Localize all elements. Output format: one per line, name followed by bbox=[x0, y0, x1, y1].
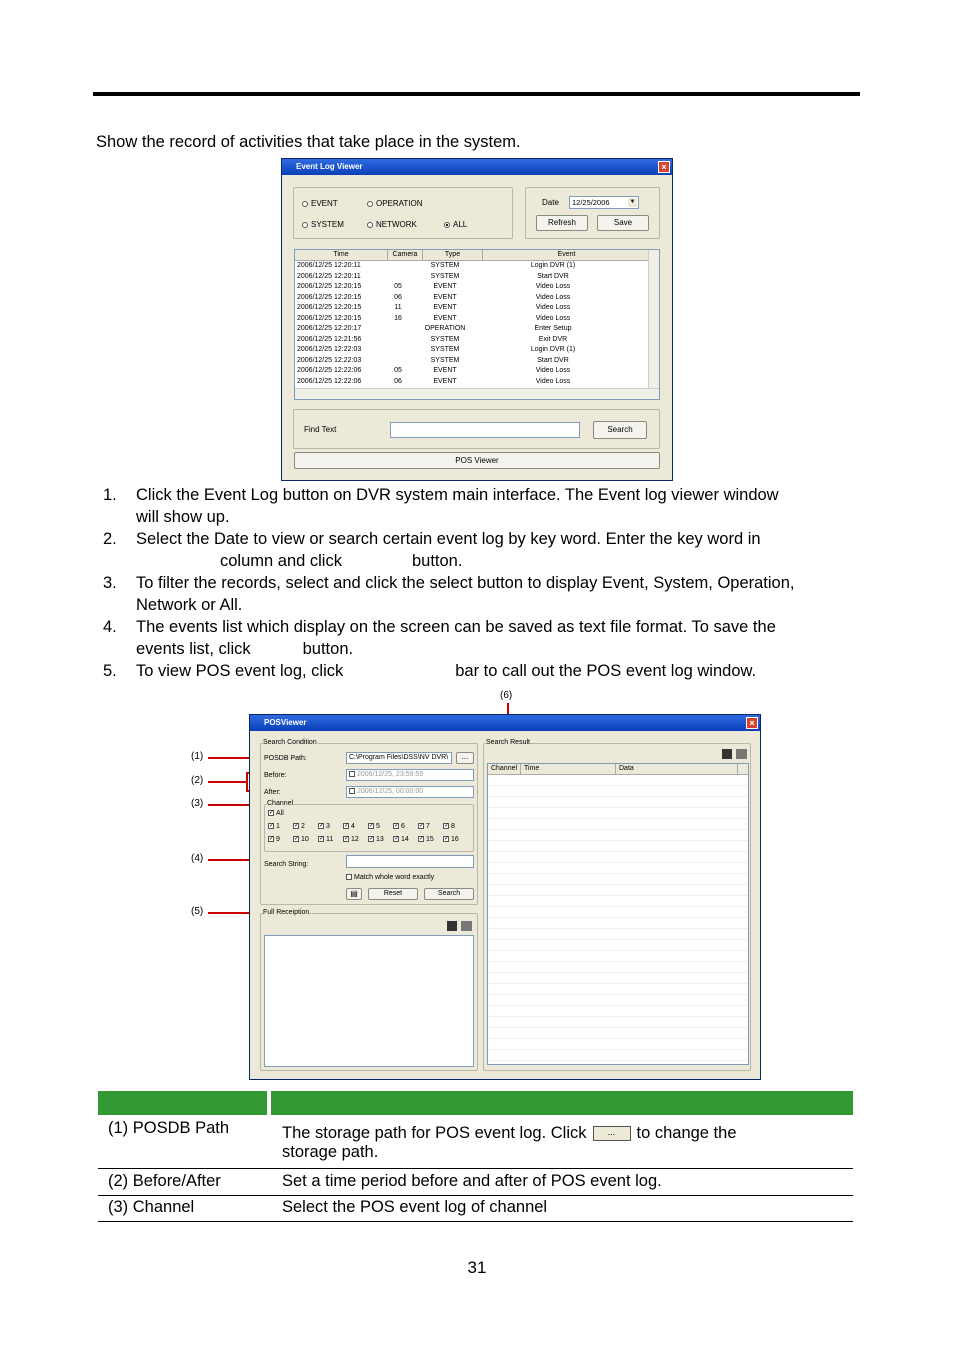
pos-search-button[interactable]: Search bbox=[424, 888, 474, 900]
col-data[interactable]: Data bbox=[616, 764, 738, 774]
table-header bbox=[98, 1091, 853, 1115]
cell-camera: 06 bbox=[394, 377, 402, 385]
channel-checkbox[interactable] bbox=[343, 823, 355, 830]
channel-label: 7 bbox=[426, 823, 430, 830]
cell-time: 2006/12/25 12:20:15 bbox=[297, 283, 362, 290]
step-number: 1. bbox=[103, 486, 117, 504]
printer-icon[interactable] bbox=[461, 921, 472, 931]
step-2 bbox=[100, 529, 870, 572]
cell-type: EVENT bbox=[433, 293, 457, 301]
table-row[interactable] bbox=[295, 303, 659, 314]
checkbox-icon bbox=[346, 874, 352, 880]
date-picker[interactable] bbox=[569, 196, 639, 209]
checkbox-checked-icon: ✓ bbox=[344, 836, 350, 843]
horizontal-scrollbar[interactable] bbox=[295, 388, 659, 399]
search-result-table bbox=[487, 763, 749, 1065]
printer-icon[interactable] bbox=[736, 749, 747, 759]
table-row[interactable] bbox=[295, 377, 659, 388]
radio-icon bbox=[367, 201, 373, 207]
save-button[interactable]: Save bbox=[597, 215, 649, 231]
cell-time: 2006/12/25 12:22:03 bbox=[297, 356, 362, 364]
table-row[interactable] bbox=[295, 366, 659, 377]
search-result-label: Search Result bbox=[486, 739, 530, 746]
event-table bbox=[294, 249, 660, 400]
search-string-input[interactable] bbox=[346, 855, 474, 868]
step-3 bbox=[100, 573, 870, 616]
cell-type: SYSTEM bbox=[430, 272, 460, 280]
cell-event: Video Loss bbox=[535, 367, 571, 374]
step-number: 2. bbox=[103, 530, 117, 548]
step-number: 4. bbox=[103, 618, 117, 636]
close-icon[interactable]: × bbox=[746, 717, 758, 729]
callout-line bbox=[208, 781, 246, 783]
table-row[interactable] bbox=[295, 335, 659, 346]
table-row[interactable] bbox=[295, 261, 659, 272]
step-text: button. bbox=[411, 551, 463, 570]
cell-camera: 16 bbox=[394, 314, 402, 322]
cell-time: 2006/12/25 12:22:06 bbox=[297, 367, 362, 374]
step-text: To filter the records, select and click the select button to display Event, System, Operation, bbox=[136, 574, 795, 592]
channel-checkbox[interactable] bbox=[443, 836, 459, 843]
step-text: will show up. bbox=[136, 507, 230, 526]
match-label: Match whole word exactly bbox=[354, 874, 435, 881]
table-row[interactable] bbox=[295, 324, 659, 335]
cell-camera: 05 bbox=[394, 283, 402, 290]
channel-label: 12 bbox=[351, 836, 359, 843]
table-row bbox=[98, 1196, 853, 1222]
callout-1: (1) bbox=[191, 751, 204, 762]
table-row bbox=[98, 1169, 853, 1196]
result-header bbox=[488, 764, 748, 775]
event-log-titlebar bbox=[282, 159, 672, 175]
checkbox-checked-icon: ✓ bbox=[294, 836, 300, 843]
checkbox-checked-icon: ✓ bbox=[369, 823, 375, 830]
callout-6: (6) bbox=[500, 690, 513, 701]
find-group bbox=[293, 409, 660, 449]
step-1 bbox=[100, 485, 870, 528]
step-number: 3. bbox=[103, 574, 117, 592]
pos-viewer-window bbox=[249, 714, 761, 1080]
channel-label: 6 bbox=[401, 823, 405, 830]
step-text: events list, click bbox=[136, 639, 251, 658]
filter-label: OPERATION bbox=[376, 199, 423, 208]
before-label: Before: bbox=[264, 772, 287, 779]
posdb-label: POSDB Path: bbox=[264, 755, 307, 762]
col-type[interactable]: Type bbox=[423, 250, 483, 260]
close-icon[interactable]: × bbox=[658, 161, 670, 173]
cell-type: SYSTEM bbox=[430, 356, 460, 364]
cell-type: EVENT bbox=[433, 377, 457, 385]
refresh-button[interactable]: Refresh bbox=[536, 215, 588, 231]
channel-label: 11 bbox=[326, 836, 334, 843]
cell-event: Video Loss bbox=[535, 283, 571, 290]
checkbox-checked-icon: ✓ bbox=[269, 810, 275, 817]
checkbox-checked-icon: ✓ bbox=[319, 823, 325, 830]
step-text: To view POS event log, click bbox=[136, 662, 344, 680]
cell-time: 2006/12/25 12:21:56 bbox=[297, 335, 362, 343]
cell-time: 2006/12/25 12:22:06 bbox=[297, 377, 362, 385]
cell-camera: 06 bbox=[394, 293, 402, 301]
cell-event: Login DVR (1) bbox=[530, 262, 576, 269]
table-row[interactable] bbox=[295, 356, 659, 367]
save-icon[interactable] bbox=[722, 749, 732, 759]
filter-system[interactable] bbox=[302, 220, 344, 229]
cell-event: Video Loss bbox=[535, 293, 571, 301]
date-group bbox=[525, 187, 660, 239]
step-text: Click the Event Log button on DVR system main interface. The Event log viewer window bbox=[136, 486, 779, 504]
filter-network[interactable] bbox=[367, 220, 417, 229]
result-grid-lines bbox=[488, 775, 748, 1064]
cell-time: 2006/12/25 12:22:03 bbox=[297, 346, 362, 353]
channel-label: 13 bbox=[376, 836, 384, 843]
search-result-group bbox=[483, 739, 751, 1071]
checkbox-checked-icon: ✓ bbox=[419, 823, 425, 830]
match-whole-word[interactable] bbox=[346, 874, 434, 881]
cell-event: Enter Setup bbox=[534, 325, 572, 332]
channel-checkbox[interactable] bbox=[368, 823, 380, 830]
step-text: Select the Date to view or search certain event log by key word. Enter the key word in bbox=[136, 530, 761, 548]
col-channel[interactable]: Channel bbox=[488, 764, 521, 774]
top-rule bbox=[93, 92, 860, 96]
cell-event: Start DVR bbox=[537, 356, 569, 364]
checkbox-icon[interactable] bbox=[349, 771, 355, 777]
channel-label: 15 bbox=[426, 836, 434, 843]
checkbox-checked-icon: ✓ bbox=[444, 823, 450, 830]
cell-type: EVENT bbox=[433, 314, 457, 322]
callout-line bbox=[246, 772, 248, 792]
channel-checkbox[interactable] bbox=[343, 836, 359, 843]
channel-checkbox[interactable] bbox=[368, 836, 384, 843]
pos-titlebar bbox=[250, 715, 760, 731]
page-number: 31 bbox=[467, 1258, 487, 1277]
search-condition-label: Search Condition bbox=[263, 739, 317, 746]
posdb-value: C:\Program Files\DSS\NV DVR\ bbox=[349, 754, 449, 761]
channel-checkbox[interactable] bbox=[268, 836, 280, 843]
channel-label: 3 bbox=[326, 823, 330, 830]
cell-event: Login DVR (1) bbox=[530, 346, 576, 353]
posdb-path-input[interactable] bbox=[346, 752, 452, 764]
radio-icon bbox=[302, 222, 308, 228]
radio-selected-icon bbox=[444, 222, 450, 228]
channel-checkbox[interactable] bbox=[268, 823, 280, 830]
col-camera[interactable]: Camera bbox=[388, 250, 423, 260]
table-row bbox=[98, 1117, 853, 1169]
checkbox-checked-icon: ✓ bbox=[319, 836, 325, 843]
cell-type: SYSTEM bbox=[430, 335, 460, 343]
checkbox-checked-icon: ✓ bbox=[269, 836, 275, 843]
filter-label: EVENT bbox=[311, 199, 338, 208]
before-value: 2006/12/25, 23:59:59 bbox=[357, 771, 424, 778]
channel-checkbox[interactable] bbox=[443, 823, 455, 830]
checkbox-checked-icon: ✓ bbox=[294, 823, 300, 830]
channel-checkbox[interactable] bbox=[418, 823, 430, 830]
channel-checkbox[interactable] bbox=[318, 836, 333, 843]
step-5 bbox=[100, 661, 870, 683]
filter-event[interactable] bbox=[302, 199, 338, 208]
date-label: Date bbox=[542, 198, 559, 207]
save-icon[interactable] bbox=[447, 921, 457, 931]
find-text-label: Find Text bbox=[304, 425, 337, 434]
param-name: (2) Before/After bbox=[108, 1172, 221, 1190]
col-event[interactable]: Event bbox=[483, 250, 651, 260]
all-label: All bbox=[276, 810, 284, 817]
cell-event: Video Loss bbox=[535, 304, 571, 311]
channel-checkbox[interactable] bbox=[293, 836, 309, 843]
cell-event: Start DVR bbox=[537, 272, 569, 280]
channel-label: 8 bbox=[451, 823, 455, 830]
filter-all[interactable] bbox=[444, 220, 467, 229]
channel-label: 10 bbox=[301, 836, 309, 843]
channel-label: 5 bbox=[376, 823, 380, 830]
channel-label: 4 bbox=[351, 823, 355, 830]
checkbox-checked-icon: ✓ bbox=[394, 836, 400, 843]
table-row[interactable] bbox=[295, 293, 659, 304]
channel-group bbox=[264, 800, 474, 852]
cell-type: EVENT bbox=[433, 367, 457, 374]
cell-camera: 05 bbox=[394, 367, 402, 374]
checkbox-icon[interactable] bbox=[349, 788, 355, 794]
filter-label: NETWORK bbox=[376, 220, 417, 229]
event-table-header bbox=[295, 250, 659, 261]
callout-3: (3) bbox=[191, 798, 204, 809]
full-reception-text[interactable] bbox=[264, 935, 474, 1067]
channel-checkbox[interactable] bbox=[393, 823, 405, 830]
param-name: (3) Channel bbox=[108, 1198, 195, 1216]
cell-event: Video Loss bbox=[535, 377, 571, 385]
cell-time: 2006/12/25 12:20:15 bbox=[297, 304, 362, 311]
step-4 bbox=[100, 617, 870, 660]
channel-all[interactable] bbox=[268, 810, 284, 817]
step-text: button. bbox=[302, 639, 354, 658]
cell-type: EVENT bbox=[433, 283, 457, 290]
cell-type: SYSTEM bbox=[430, 262, 460, 269]
table-row[interactable] bbox=[295, 345, 659, 356]
channel-label: 14 bbox=[401, 836, 409, 843]
checkbox-checked-icon: ✓ bbox=[444, 836, 450, 843]
channel-label: Channel bbox=[267, 800, 294, 807]
vertical-scrollbar[interactable] bbox=[648, 250, 659, 389]
browse-button-icon: ... bbox=[593, 1126, 631, 1141]
table-row[interactable] bbox=[295, 282, 659, 293]
filter-operation[interactable] bbox=[367, 199, 423, 208]
step-number: 5. bbox=[103, 662, 117, 680]
full-reception-label: Full Receiption bbox=[263, 909, 310, 916]
cell-type: SYSTEM bbox=[430, 346, 460, 353]
find-text-input[interactable] bbox=[390, 422, 580, 438]
channel-checkbox[interactable] bbox=[418, 836, 434, 843]
callout-2: (2) bbox=[191, 775, 204, 786]
cell-time: 2006/12/25 12:20:15 bbox=[297, 293, 362, 301]
checkbox-checked-icon: ✓ bbox=[419, 836, 425, 843]
checkbox-checked-icon: ✓ bbox=[344, 823, 350, 830]
browse-button[interactable]: ... bbox=[456, 752, 474, 764]
desc-text: The storage path for POS event log. Click bbox=[282, 1124, 587, 1142]
event-log-window bbox=[281, 158, 673, 481]
date-value: 12/25/2006 bbox=[572, 198, 610, 207]
chevron-down-icon[interactable]: ▼ bbox=[629, 199, 636, 205]
cell-time: 2006/12/25 12:20:11 bbox=[297, 262, 361, 269]
cell-type: EVENT bbox=[433, 304, 457, 311]
channel-label: 9 bbox=[276, 836, 280, 843]
print-icon[interactable]: ▤ bbox=[346, 888, 362, 900]
param-desc: Set a time period before and after of POS event log. bbox=[282, 1172, 662, 1190]
steps-list bbox=[100, 485, 870, 684]
table-row[interactable] bbox=[295, 314, 659, 325]
after-label: After: bbox=[264, 789, 281, 796]
filter-label: SYSTEM bbox=[311, 220, 344, 229]
cell-event: Video Loss bbox=[535, 314, 571, 322]
param-name: (1) POSDB Path bbox=[108, 1119, 230, 1137]
desc-text: to change the bbox=[636, 1124, 737, 1142]
step-text: Network or All. bbox=[136, 595, 243, 614]
before-input[interactable] bbox=[346, 769, 474, 781]
cell-time: 2006/12/25 12:20:15 bbox=[297, 314, 362, 322]
checkbox-checked-icon: ✓ bbox=[269, 823, 275, 830]
callout-4: (4) bbox=[191, 853, 204, 864]
step-text: bar to call out the POS event log window. bbox=[455, 662, 757, 680]
header-divider bbox=[267, 1091, 271, 1115]
search-condition-group bbox=[260, 739, 478, 905]
full-reception-group bbox=[260, 909, 478, 1071]
col-time[interactable]: Time bbox=[295, 250, 388, 260]
reset-button[interactable]: Reset bbox=[368, 888, 418, 900]
window-title: POSViewer bbox=[264, 718, 307, 727]
after-input[interactable] bbox=[346, 786, 474, 798]
pos-viewer-bar[interactable]: POS Viewer bbox=[294, 452, 660, 469]
cell-type: OPERATION bbox=[424, 325, 466, 332]
channel-checkbox[interactable] bbox=[393, 836, 409, 843]
filter-group bbox=[293, 187, 513, 239]
channel-checkbox[interactable] bbox=[293, 823, 305, 830]
radio-icon bbox=[367, 222, 373, 228]
cell-time: 2006/12/25 12:20:11 bbox=[297, 272, 361, 280]
param-desc: Select the POS event log of channel bbox=[282, 1198, 548, 1216]
intro-text: Show the record of activities that take place in the system. bbox=[96, 133, 521, 151]
window-title: Event Log Viewer bbox=[296, 162, 363, 171]
checkbox-checked-icon: ✓ bbox=[369, 836, 375, 843]
callout-5: (5) bbox=[191, 906, 204, 917]
desc-text: storage path. bbox=[282, 1143, 379, 1161]
param-desc bbox=[282, 1124, 737, 1162]
search-string-label: Search String: bbox=[264, 861, 309, 868]
filter-label: ALL bbox=[453, 220, 468, 229]
channel-checkbox[interactable] bbox=[318, 823, 330, 830]
search-button[interactable]: Search bbox=[593, 421, 647, 439]
cell-time: 2006/12/25 12:20:17 bbox=[297, 325, 362, 332]
col-time[interactable]: Time bbox=[521, 764, 616, 774]
step-text: The events list which display on the screen can be saved as text file format. To save the bbox=[136, 618, 776, 636]
after-value: 2006/12/25, 00:00:00 bbox=[357, 788, 424, 795]
channel-label: 1 bbox=[276, 823, 280, 830]
table-row[interactable] bbox=[295, 272, 659, 283]
radio-icon bbox=[302, 201, 308, 207]
channel-label: 16 bbox=[451, 836, 459, 843]
cell-event: Exit DVR bbox=[538, 335, 568, 343]
checkbox-checked-icon: ✓ bbox=[394, 823, 400, 830]
step-text: column and click bbox=[220, 551, 342, 570]
cell-camera: 11 bbox=[394, 304, 402, 311]
channel-label: 2 bbox=[301, 823, 305, 830]
